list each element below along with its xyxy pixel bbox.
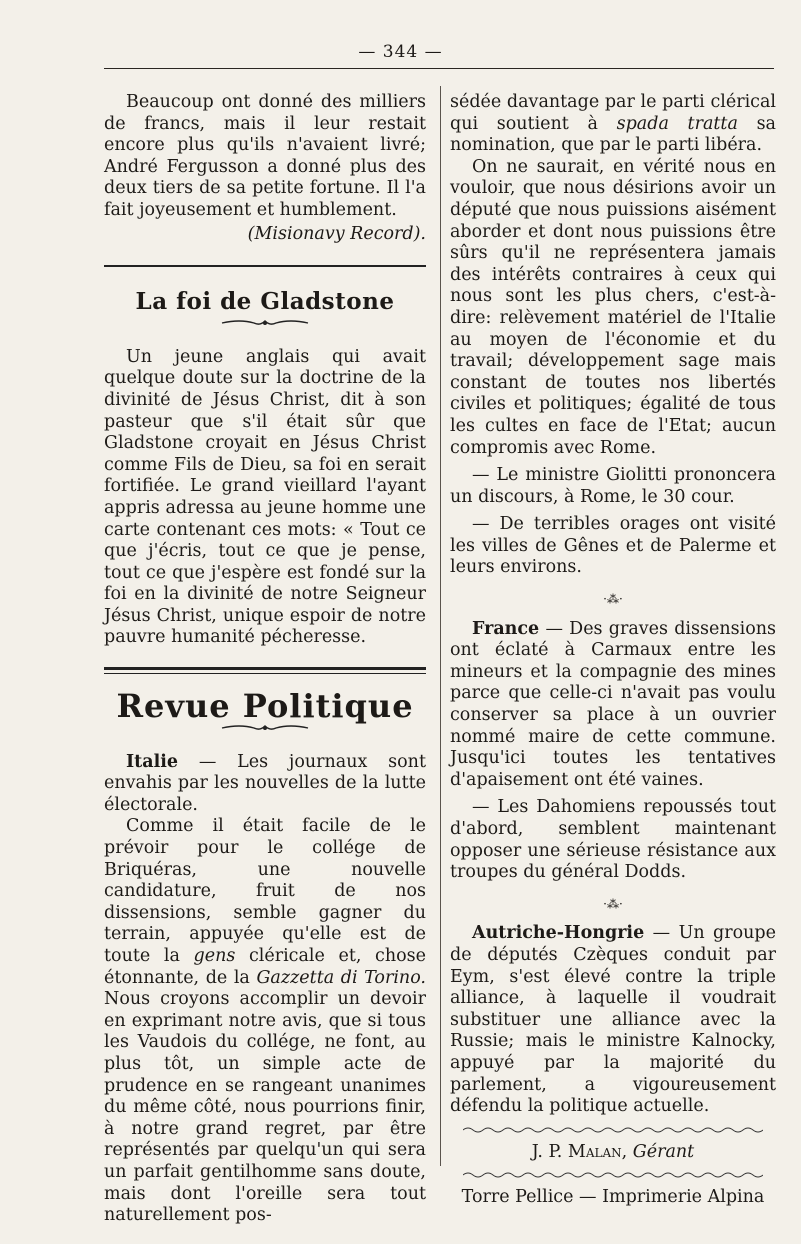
country-label-autriche: Autriche-Hongrie — [472, 923, 645, 944]
section-title-revue-politique: Revue Politique — [116, 687, 414, 726]
continuation-italic: spada tratta — [616, 113, 738, 134]
paragraph-italie — [104, 752, 426, 817]
paragraph-giolitti: — Le ministre Giolitti prononcera un discours, à Rome, le 30 cour. — [450, 465, 776, 507]
country-label-france: France — [472, 618, 540, 639]
section-double-rule — [104, 667, 426, 670]
column-divider — [440, 86, 441, 1166]
left-column — [104, 92, 426, 1227]
wavy-rule-icon — [463, 1126, 763, 1134]
article-title-gladstone: La foi de Gladstone — [135, 288, 395, 316]
signature-line — [450, 1142, 776, 1164]
separator-mark-icon: ·⁂· — [603, 896, 623, 911]
right-column — [450, 92, 776, 1209]
france-text: — Des graves dissensions ont éclaté à Carmaux entre les mineurs et la compagnie des mines parce que celle-ci n'avait pas voulu conserver sa place à un ouvrier nommé maire de cette commune. Jusqu'ici toutes les tentatives d'apaisement ont été vaines. — [450, 618, 776, 790]
section-rule — [104, 265, 426, 267]
continuation-text-a: sédée davantage par le parti clérical qui soutient à — [450, 92, 776, 134]
printer-imprint: Torre Pellice — Imprimerie Alpina — [461, 1187, 765, 1208]
continuation-text-b: sa nomination, que par le parti libéra. — [450, 113, 776, 156]
signature-name: J. P. Malan, — [531, 1141, 628, 1162]
briqueras-italic-gens: gens — [193, 946, 236, 966]
flourish-ornament-icon — [220, 317, 310, 329]
signature-role: Gérant — [632, 1141, 695, 1162]
source-citation: (Misionavy Record). — [247, 223, 426, 244]
paragraph-briqueras — [104, 816, 426, 1226]
paragraph-gladstone: Un jeune anglais qui avait quelque doute sur la doctrine de la divinité de Jésus Christ, dit à son pasteur que s'il était sûr que Gladstone croyait en Jésus Christ comme Fils de Dieu, sa foi en serait fortifiée. Le grand vieillard l'ayant appris adressa au jeune homme une carte contenant ces mots: « Tout ce que j'écris, tout ce que je pense, tout ce que j'espère est fondé sur la foi en la divinité de notre Seigneur Jésus Christ, unique espoir de notre pauvre humanité pécheresse. — [104, 346, 426, 648]
paragraph-france — [450, 619, 776, 792]
page-number: — 344 — — [358, 42, 443, 62]
paragraph-continuation — [450, 92, 776, 157]
separator-mark-icon: ·⁂· — [603, 592, 623, 607]
header-rule — [104, 68, 774, 69]
paragraph-depute: On ne saurait, en vérité nous en vouloir, que nous désirions avoir un député que nous puissions aisément aborder et dont nous puissions être sûrs qu'il ne représentera jamais des intérêts contraires à ceux qui nous sont les plus chers, c'est-à-dire: relèvement matériel de l'Italie au moyen de l'économie et du travail; développement sage mais constant de toutes nos libertés civiles et politiques; égalité de tous les cultes en face de l'Etat; aucun compromis avec Rome. — [450, 156, 776, 458]
paragraph-dahomiens: — Les Dahomiens repoussés tout d'abord, semblent maintenant opposer une sérieuse résistance aux troupes du général Dodds. — [450, 797, 776, 883]
paragraph-orages: — De terribles orages ont visité les villes de Gênes et de Palerme et leurs environs. — [450, 514, 776, 578]
briqueras-text-b: cléricale et, chose étonnante, de la — [104, 946, 426, 988]
briqueras-italic-gazzetta: Gazzetta di Torino. — [256, 967, 426, 988]
autriche-text: — Un groupe de députés Czèques conduit par Eym, s'est élevé contre la triple alliance, à laquelle il voudrait substituer une alliance avec la Russie; mais le ministre Kalnocky, appuyé par la majorité du parlement, a vigoureusement défendu la politique actuelle. — [450, 923, 776, 1117]
wavy-rule-icon — [463, 1171, 763, 1179]
italie-text: — Les journaux sont envahis par les nouvelles de la lutte électorale. — [104, 751, 426, 815]
country-label-italie: Italie — [126, 751, 179, 772]
briqueras-text-c: Nous croyons accomplir un devoir en exprimant notre avis, que si tous les Vaudois du collége, ne font, au plus tôt, un simple acte de prudence en se rangeant unanimes du même côté, nous pourrions finir, à notre grand regret, par être représentés par quelqu'un qui sera un parfait gentilhomme sans doute, mais dont l'oreille sera tout naturellement pos- — [104, 989, 426, 1226]
paragraph-fergusson: Beaucoup ont donné des milliers de francs, mais il leur restait encore plus qu'ils n'avaient livré; André Fergusson a donné plus des deux tiers de sa petite fortune. Il l'a fait joyeusement et humblement. — [104, 92, 426, 220]
briqueras-text-a: Comme il était facile de le prévoir pour le collége de Briquéras, une nouvelle candidature, fruit de nos dissensions, semble gagner du terrain, appuyée qu'elle est de toute la — [104, 816, 426, 966]
paragraph-autriche — [450, 923, 776, 1117]
